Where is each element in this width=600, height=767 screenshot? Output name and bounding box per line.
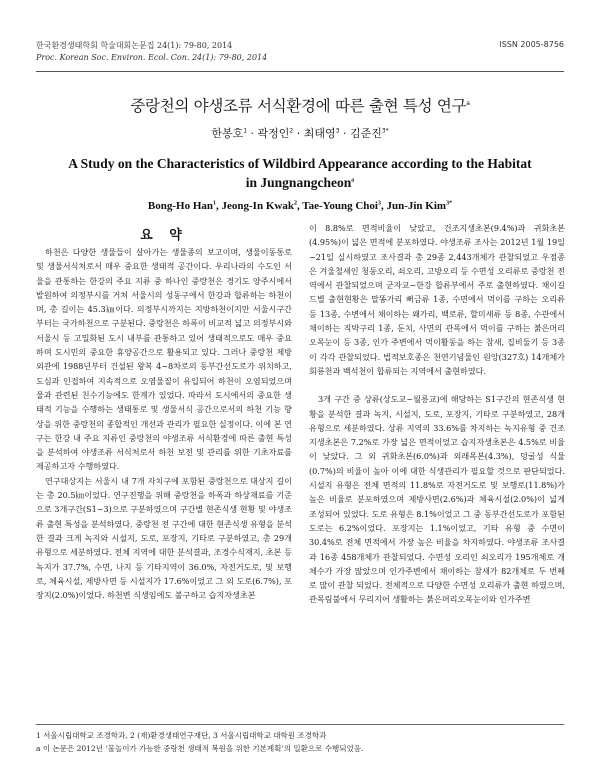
korean-title-text: 중랑천의 야생조류 서식환경에 따른 출현 특성 연구 — [130, 97, 467, 115]
english-author-name: Bong-Ho Han — [147, 200, 214, 212]
left-paragraph-1: 하천은 다양한 생물들이 살아가는 생물종의 보고이며, 생물이동통로 및 생물서식처로서 매우 중요한 생태적 공간이다. 우리나라의 수도인 서울을 관통하는 한강의 주요 지류 중 하나인 중랑천은 경기도 양주시에서 발원하여 의정부시를 거쳐 서울시의 성동구에서 한강과 합류하는 하천이며, 총 길이는 45.3㎞이다. 의정부시까지는 지방하천이지만 서울시구간 부터는 국가하천으로 구분된다. 중랑천은 하폭이 비교적 넓고 의정부시와 서울시 등 고밀화된 도시 내부를 관통하고 있어 생태적으로도 매우 중요하며 도시민의 중요한 휴양공간으로 활용되고 있다. 그러나 중랑천 제방외관에 1988년부터 건설된 왕복 4~8차로의 동부간선도로가 위치하고, 도심과 인접하여 지속적으로 오염물질이 유입되어 하천이 오염되었으며 물과 관련된 친수기능에도 한계가 있었다. 따라서 도시에서의 중요한 생태적 기능을 수행하는 생태통로 및 생물서식 공간으로서의 하천 기능 향상을 위한 중랑천의 종합적인 개선과 관리가 필요한 실정이다. 이에 본 연구는 한강 내 주요 지류인 중랑천의 야생조류 서식환경에 따른 출현 특성을 분석하여 야생조류 서식처로서 하천 보전 및 관리를 위한 기초자료를 제공하고자 수행하였다. — [36, 247, 292, 472]
english-title-line2: in Jungnangcheon — [245, 175, 352, 190]
left-paragraph-2: 연구대상지는 서울시 내 7개 자치구에 포함된 중랑천으로 대상지 길이는 총 20.5㎞이었다. 연구진행을 위해 중랑천을 하폭과 하상재료를 기준으로 3개구간(S1~3)으로 구분하였으며 구간별 현존식생 현황 및 야생조류 출현 특성을 분석하였다. 중랑천 전 구간에 대한 현존식생 유형을 분석한 결과 크게 녹지와 시설지, 도로, 포장지, 기타로 구분하였고, 총 29개 유형으로 세분하였다. 전체 지역에 대한 분석결과, 조경수식재지, 초본 등 녹지가 37.7%, 수면, 나지 등 기타지역이 36.0%, 자전거도로, 및 보행로, 체육시설, 제방사면 등 시설지가 17.6%이었고 그 외 도로(6.7%), 포장지(2.0%)이었다. 하천변 식생임에도 불구하고 습지자생초본 — [36, 475, 292, 601]
right-paragraph-2: 3개 구간 중 상류(상도교~월릉교)에 해당하는 S1구간의 현존식생 현황을 분석한 결과 녹지, 시설지, 도로, 포장지, 기타로 구분하였고, 28개 유형으로 세분하였다. 상류 지역의 33.6%를 차지하는 녹지유형 중 건조지생초본은 7.2%로 가장 넓은 면적이었고 습지자생초본은 4.5%로 비율이 낮았다. 그 외 귀화초본(6.0%)과 외래목본(4.3%), 덩굴성 식물(0.7%)의 비율이 높아 이에 대한 식생관리가 필요할 것으로 판단되었다. 시설지 유형은 전체 면적의 11.8%로 자전거도로 및 보행로(11.8%)가 높은 비율로 분포하였으며 제방사면(2.6%)과 체육시설(2.0%)이 넓게 조성되어 있었다. 도로 유형은 8.1%이었고 그 중 동부간선도로가 포함된 도로는 6.2%이었다. 포장지는 1.1%이었고, 기타 유형 중 수면이 30.4%로 전체 면적에서 가장 높은 비율을 차지하였다. 야생조류 조사결과 16종 458개체가 관찰되었다. 수면성 오리인 쇠오리가 195개체로 개체수가 가장 많았으며 인가주변에서 채이하는 참새가 82개체로 두 번째로 많이 관찰 되었다. 전체적으로 다양한 수면성 오리류가 출현 하였으며, 관목림불에서 무리지어 생활하는 붉은머리오목눈이와 인가주변 — [309, 394, 565, 605]
journal-citation-korean: 한국환경생태학회 학술대회논문집 24(1): 79-80, 2014 — [36, 41, 233, 50]
korean-author-affiliation-sup: 3 — [335, 127, 340, 135]
right-paragraph-1: 이 8.8%로 면적비율이 낮았고, 건조지생초본(9.4%)과 귀화초본(4.95%)이 넓은 면적에 분포하였다. 야생조류 조사는 2012년 1월 19일~21일 실시하였고 조사결과 총 29종 2,443개체가 관찰되었고 우점종은 겨울철새인 청둥오리, 쇠오리, 고방오리 등 수면성 오리류로 중랑천 전역에서 관찰되었으며 군자교~한강 합류부에서 주로 출현하였다. 채이길드별 출현현황은 말똥가리 뻐금류 1종, 수면에서 먹이를 구하는 오리류 등 13종, 수변에서 채이하는 왜가리, 백로류, 할미새류 등 8종, 수관에서 채이하는 직박구리 1종, 둔치, 사면의 관목에서 먹이를 구하는 붉은머리오목눈이 등 3종, 인가 주변에서 먹이활동을 하는 참새, 집비둘기 등 3종이 각각 관찰되었다. 법적보호종은 천연기념물인 원앙(327호) 14개체가 회룡천과 백석천이 합류되는 지역에서 출현하였다. — [309, 223, 565, 376]
korean-author-name: 최태영 — [303, 127, 336, 140]
journal-citation-english: Proc. Korean Soc. Environ. Ecol. Con. 24(1): 79-80, 2014 — [36, 53, 268, 62]
korean-author-name: 김준진 — [349, 127, 382, 140]
korean-author-affiliation-sup: 3* — [381, 127, 389, 135]
english-author-affiliation-sup: 3* — [446, 200, 453, 207]
korean-title — [0, 94, 600, 116]
korean-author-affiliation-sup: 1 — [243, 127, 248, 135]
english-author-separator: , — [216, 200, 222, 212]
right-column — [309, 221, 565, 720]
korean-author-name: 곽정인 — [257, 127, 290, 140]
english-title-line2-wrap — [40, 173, 560, 192]
english-author-name: Jun-Jin Kim — [386, 200, 447, 212]
english-author-name: Jeong-In Kwak — [221, 200, 294, 212]
abstract-heading: 요 약 — [140, 228, 188, 243]
korean-author-affiliation-sup: 2 — [289, 127, 294, 135]
korean-title-sup: a — [466, 99, 470, 107]
english-author-affiliation-sup: 1 — [213, 200, 217, 207]
english-title-line1: A Study on the Characteristics of Wildbird Appearance according to the Habitat — [68, 156, 532, 171]
english-authors — [0, 200, 600, 212]
english-author-separator: , — [380, 200, 387, 212]
english-author-separator: , — [296, 200, 303, 212]
english-author-affiliation-sup: 3 — [377, 200, 381, 207]
left-column — [36, 245, 292, 720]
english-author-affiliation-sup: 2 — [293, 200, 297, 207]
issn: ISSN 2005-8756 — [499, 40, 564, 49]
footnote-funding: a 이 논문은 2012년 ‘물놀이가 가능한 중랑천 생태적 복원을 위한 기본계획’의 일환으로 수행되었음. — [36, 744, 364, 753]
korean-author-name: 한봉호 — [211, 127, 244, 140]
english-author-name: Tae-Young Choi — [302, 200, 378, 212]
korean-author-separator: · — [339, 127, 350, 140]
english-title-sup: a — [351, 177, 355, 184]
footnote-affiliations: 1 서울시립대학교 조경학과, 2 (재)환경생태연구재단, 3 서울시립대학교 대학원 조경학과 — [36, 731, 327, 740]
korean-authors — [0, 125, 600, 141]
english-title — [40, 154, 560, 192]
korean-author-separator: · — [293, 127, 304, 140]
korean-author-separator: · — [247, 127, 258, 140]
header-divider — [36, 71, 564, 72]
journal-header — [36, 40, 267, 64]
footnote-divider — [36, 724, 564, 725]
